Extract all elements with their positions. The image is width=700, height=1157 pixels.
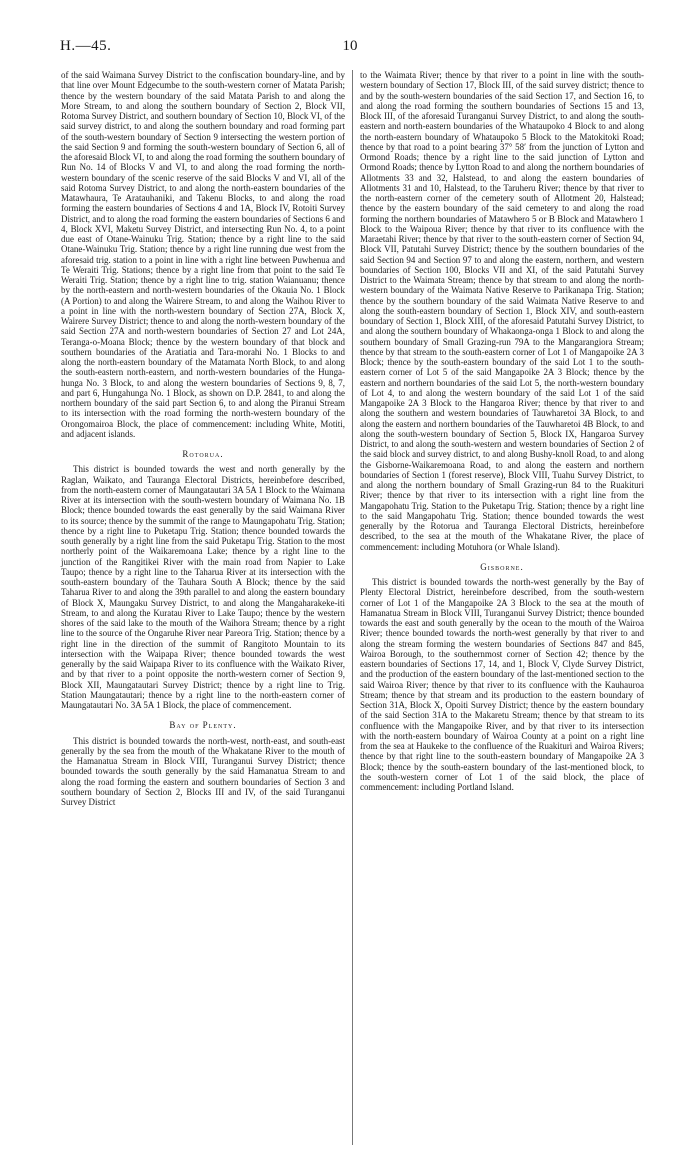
text-columns	[61, 70, 644, 1145]
page-number: 10	[342, 38, 358, 54]
section-heading-bay-of-plenty: Bay of Plenty.	[169, 720, 237, 731]
paragraph-rotorua: This district is bounded towards the west and north generally by the Raglan, Waikato, and Tauranga Electoral Districts, hereinbefore described, from the north-eastern corner of Maungatautari 3A 5A 1 Block to the Waimana River at its intersection with the south-western boundary of Waimana No. 1B Block; thence bounded towards the east generally by the said Waimana River to its source; thence by the summit of the range to Maungapohatu Trig. Station; thence by a right line to Puketapu Trig. Station; thence bounded towards the south generally by a right line from the said Puketapu Trig. Station to the most northerly point of the Waikaremoana Lake; thence by a right line to the junction of the Rangitikei River with the main road from Napier to Lake Taupo; thence by a right line to the Taharua River at its intersection with the south-eastern boundary of the Tauhara South A Block; thence by the said Taharua River to and along the 39th parallel to and along the eastern boundary of Block X, Maungaku Survey District, to and along the Mangaharakeke-iti Stream, to and along the Kuratau River to Lake Taupo; thence by the western shores of the said lake to the mouth of the Waihora Stream; thence by a right line to the source of the Ongaruhe River near Pareora Trig. Station; thence by a right line in the direction of the summit of Rangitoto Mountain to its intersection with the Waipapa River; thence bounded towards the west generally by the said Waipapa River to its confluence with the Waikato River, and by that river to a point opposite the north-western corner of Section 9, Block XII, Maungatautari Survey District; thence by a right line to Trig. Station Maungatautari; thence by a right line to the north-eastern corner of Maungatautari No. 3A 5A 1 Block, the place of commencement.	[61, 464, 345, 710]
paragraph-continued-right: to the Waimata River; thence by that river to a point in line with the south-western boundary of Section 17, Block III, of the said survey district; thence to and by the south-western boundaries of the said Section 17, and Section 16, to and along the road forming the southern boundaries of Sections 15 and 13, Block III, of the aforesaid Turanganui Survey District, to and along the south-eastern and north-eastern boundaries of the Whataupoko 4 Block to and along the north-eastern boundary of Whataupoko 5 Block to the Matokitoki Road; thence by that road to a point bearing 37° 58′ from the junction of Lytton and Ormond Roads; thence by a right line to the said junction of Lytton and Ormond Roads; thence by Lytton Road to and along the northern boundaries of Allotments 33 and 32, Halstead, to and along the eastern boundaries of Allotments 31 and 10, Halstead, to the Taruheru River; thence by that river to the north-eastern corner of the cemetery south of Allotment 20, Halstead; thence by the eastern boundary of the said cemetery to and along the road forming the northern boundaries of Matawhero 5 or B Block and Matawhero 1 Block to the Waipoua River; thence by that river to its confluence with the Maraetahi River; thence by that river to the south-eastern corner of Section 94, Block VII, Patutahi Survey District; thence by the southern boundaries of the said Section 94 and Section 97 to and along the eastern, northern, and western boundaries of Section 100, Blocks VII and XI, of the said Patutahi Survey District to the Waimata Stream; thence by that stream to and along the north-western boundary of the Waimata Native Reserve to Parikanapa Trig. Station; thence by the southern boundary of the said Waimata Native Reserve to and along the south-eastern boundary of Section 1, Block XIV, and south-eastern boundary of Section 1, Block XIII, of the aforesaid Patutahi Survey District, to and along the southern boundary of Whakaonga-onga 1 Block to and along the southern boundary of Small Grazing-run 79A to the Mangarangiora Stream; thence by that stream to the south-eastern corner of Lot 1 of Mangapoike 2A 3 Block; thence by the south-eastern boundary of the said Lot 1 to the south-eastern corner of Lot 5 of the said Mangapoike 2A 3 Block; thence by the eastern and northern boundaries of the said Lot 5, the north-western boundary of Lot 4, to and along the western boundary of the said Lot 1 of the said Mangapoike 2A 3 Block to the Hangaroa River; thence by that river to and along the southern and western boundaries of Tauwharetoi 3A Block, to and along the eastern and northern boundaries of the Tauwharetoi 4B Block, to and along the south-western boundary of Section 5, Block IX, Hangaroa Survey District, to and along the south-western and western boundaries of Section 2 of the said block and survey district, to and along Bushy-knoll Road, to and along the Gisborne-Waikaremoana Road, to and along the eastern and northern boundaries of Section 1 (forest reserve), Block VIII, Tuahu Survey District, to and along the northern boundary of Small Grazing-run 84 to the Ruakituri River; thence by that river to its intersection with a right line from the Mangapohatu Trig. Station to the Puketapu Trig. Station; thence by a right line to the said Mangapohatu Trig. Station; thence bounded towards the west generally by the Rotorua and Tauranga Electoral Districts, hereinbefore described, to the sea at the mouth of the Whakatane River, the place of commencement: including Motuhora (or Whale Island).	[360, 70, 644, 552]
paragraph-gisborne: This district is bounded towards the north-west generally by the Bay of Plenty Electoral District, hereinbefore described, from the south-western corner of Lot 1 of the Mangapoike 2A 3 Block to the sea at the mouth of Hamanatua Stream in Block VIII, Turanganui Survey District; thence bounded towards the east and south generally by the ocean to the mouth of the Wairoa River; thence bounded towards the north-west generally by that river to and along the stream forming the western boundaries of Sections 847 and 845, Wairoa Borough, to the southernmost corner of Section 42; thence by the eastern boundaries of Sections 17, 14, and 1, Block V, Clyde Survey District, and the production of the eastern boundary of the last-mentioned section to the said Wairoa River; thence by that river to its confluence with the Kauhauroa Stream; thence by that stream and its production to the eastern boundary of Section 31A, Block X, Opoiti Survey District; thence by the eastern boundary of the said Section 31A to the Makaretu Stream; thence by that stream to its confluence with the Mangapoike River, and by that river to its intersection with the north-eastern boundary of Wairoa County at a point on a right line from the sea at Haukeke to the confluence of the Ruakituri and Wairoa Rivers; thence by that right line to the south-eastern boundary of Mangapoike 2A 3 Block; thence by the south-eastern boundary of the last-mentioned block, to the south-western corner of Lot 1 of the said block, the place of commencement: including Portland Island.	[360, 577, 644, 792]
document-reference: H.—45.	[60, 38, 112, 54]
paragraph-bay-of-plenty: This district is bounded towards the north-west, north-east, and south-east generally by the sea from the mouth of the Whakatane River to the mouth of the Hamanatua Stream in Block VIII, Turanganui Survey District; thence bounded towards the south generally by the said Hamanatua Stream to and along the road forming the eastern and southern boundaries of Section 3 and southern boundary of Section 2, Blocks III and IV, of the said Turanganui Survey District	[61, 735, 345, 807]
page-header	[60, 38, 640, 58]
column-divider	[352, 70, 353, 1145]
section-heading-gisborne: Gisborne.	[480, 561, 524, 572]
left-column	[61, 70, 345, 807]
right-column	[360, 70, 644, 792]
section-heading-rotorua: Rotorua.	[182, 449, 224, 459]
paragraph-continued-left: of the said Waimana Survey District to the confiscation boundary-line, and by that line over Mount Edgecumbe to the south-western corner of Matata Parish; thence by the western boundary of the said Matata Parish to and along the More Stream, to and along the southern boundary of Section 2, Block VII, Rotoma Survey District, and southern boundary of Section 10, Block VI, of the said survey district, to and along the southern boundary and road forming part of the south-western boundary of Section 9 intersecting the western portion of the said Section 9 and forming the south-western boundary of Section 6, all of the aforesaid Block VI, to and along the road forming the southern boundary of Run No. 14 of Blocks V and VI, to and along the road forming the north-western boundary of the scenic reserve of the said Blocks V and VI, all of the said Rotoma Survey District, to and along the north-eastern boundaries of the Matawhaura, Te Aratauhaniki, and Takenu Blocks, to and along the road forming the eastern boundaries of Sections 4 and 1A, Block IV, Rotoiti Survey District, and to along the road forming the eastern boundaries of Sections 6 and 4, Block XVI, Maketu Survey District, and intersecting Run No. 4, to a point due east of Otane-Wainuku Trig. Station; thence by a right line to the said Otane-Wainuku Trig. Station; thence by a right line running due west from the aforesaid trig. station to a point in line with a right line between Puwhenua and Te Weraiti Trig. Stations; thence by a right line from that point to the said Te Weraiti Trig. Station; thence by a right line to trig. station Waianuanu; thence by the north-eastern and north-western boundaries of the Okauia No. 1 Block (A Portion) to and along the Wairere Stream, to and along the Waihou River to a point in line with the north-western boundary of Section 27A, Block X, Wairere Survey District; thence to and along the north-western boundary of the said Section 27A and north-western boundaries of Section 27 and Lot 24A, Teranga-o-Moana Block; thence by the western boundary of that block and southern boundaries of the Aratiatia and Tara-morahi No. 1 Blocks to and along the north-eastern boundary of the Matamata North Block, to and along the south-eastern north-eastern, and north-western boundaries of the Hunga-hunga No. 3 Block, to and along the western boundaries of Sections 9, 8, 7, and part 6, Hungahunga No. 1 Block, as shown on D.P. 2841, to and along the northern boundary of the said part Section 6, to and along the Piranui Stream to its intersection with the road forming the north-western boundary of the Orongomairoa Block, the place of commencement: including White, Motiti, and adjacent islands.	[61, 70, 345, 439]
